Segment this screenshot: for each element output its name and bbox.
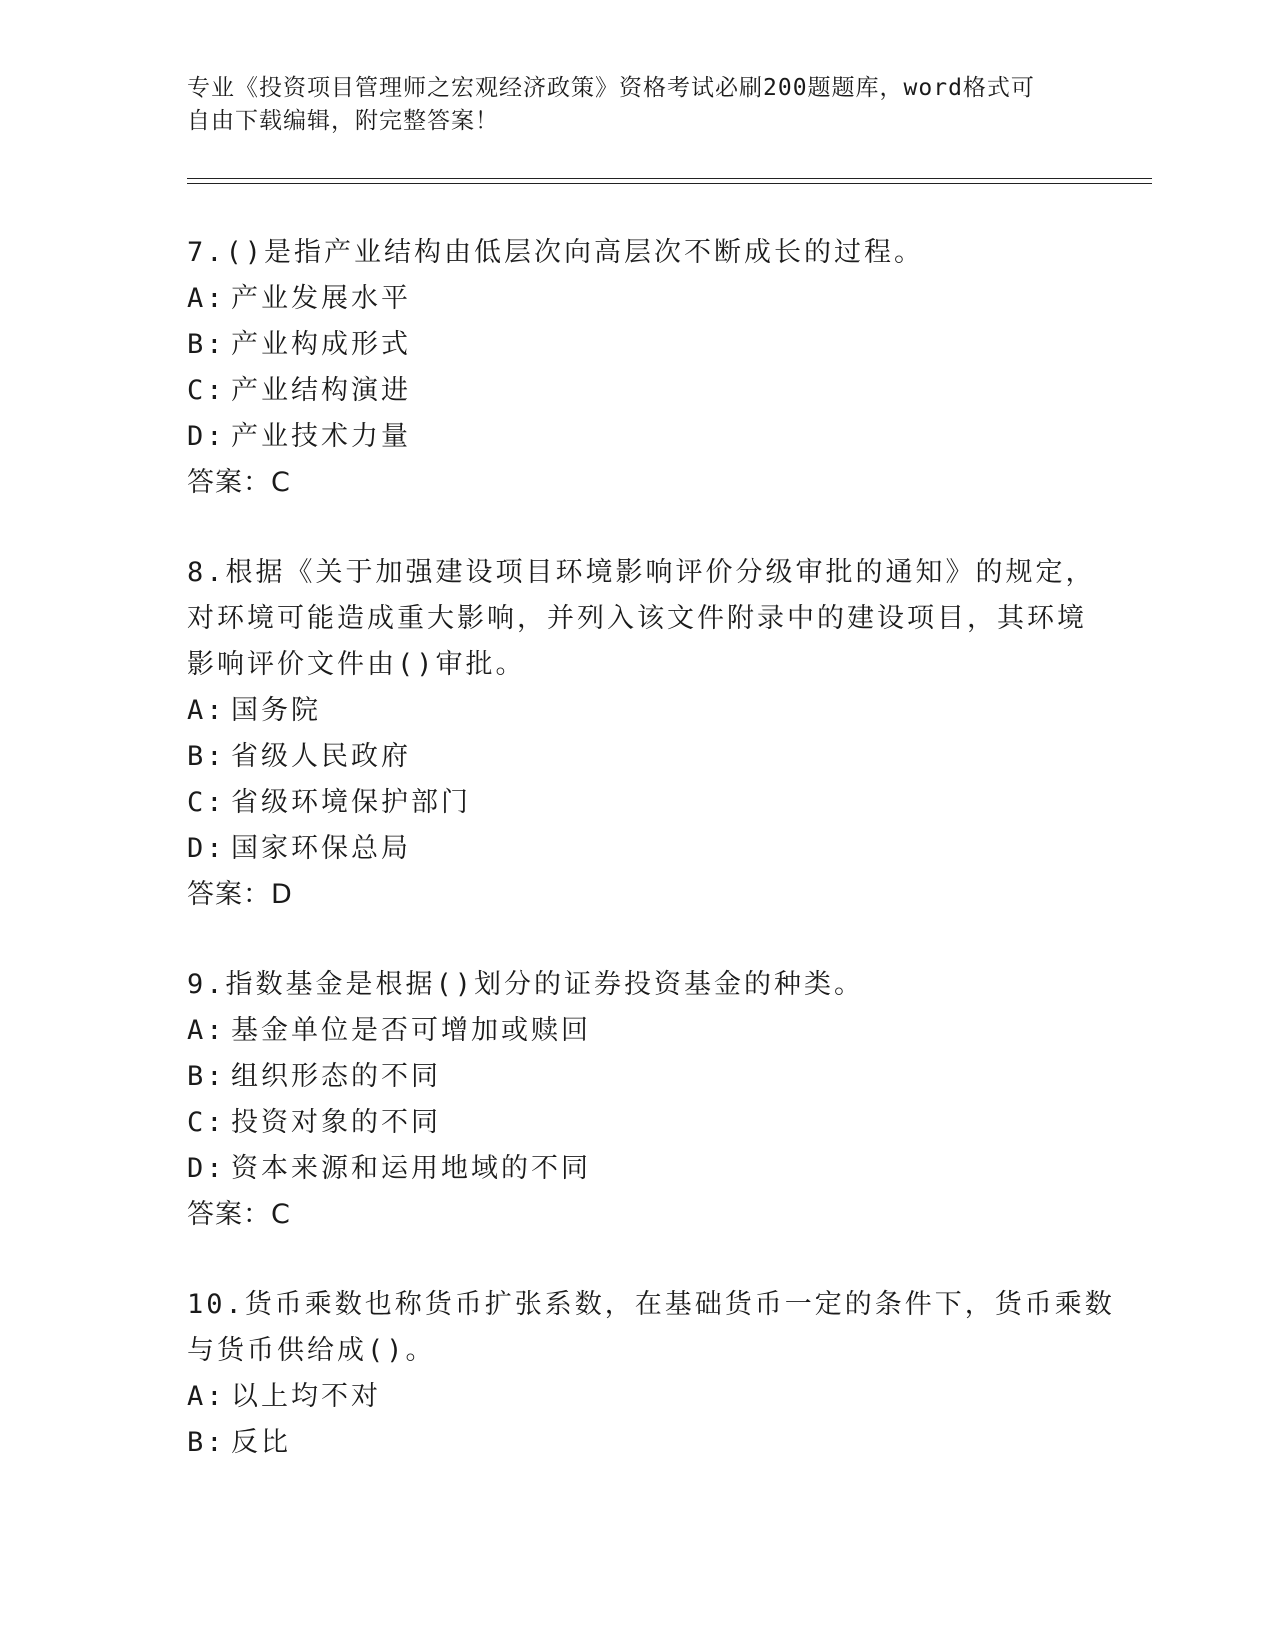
question-block xyxy=(187,230,1087,506)
option-letter: A: xyxy=(187,1381,226,1412)
answer-key: 答案：C xyxy=(187,1199,291,1230)
question-stem-line: 9.指数基金是根据()划分的证券投资基金的种类。 xyxy=(187,969,865,1000)
option-letter: B: xyxy=(187,1427,226,1458)
option-letter: A: xyxy=(187,695,226,726)
answer-option xyxy=(187,734,1087,780)
header-divider-top xyxy=(187,178,1152,179)
question-block xyxy=(187,962,1087,1238)
answer-option xyxy=(187,1100,1087,1146)
option-letter: D: xyxy=(187,833,226,864)
option-letter: B: xyxy=(187,1061,226,1092)
answer-option xyxy=(187,1374,1087,1420)
answer-option xyxy=(187,688,1087,734)
option-letter: D: xyxy=(187,421,226,452)
answer-option xyxy=(187,1146,1087,1192)
question-stem-line: 8.根据《关于加强建设项目环境影响评价分级审批的通知》的规定， xyxy=(187,557,1096,588)
option-text: 省级环境保护部门 xyxy=(231,787,471,818)
question-block xyxy=(187,550,1096,918)
option-letter: B: xyxy=(187,741,226,772)
answer-option xyxy=(187,276,1087,322)
option-text: 投资对象的不同 xyxy=(231,1107,441,1138)
option-letter: C: xyxy=(187,375,226,406)
header-line-2: 自由下载编辑，附完整答案！ xyxy=(187,108,499,134)
option-text: 以上均不对 xyxy=(231,1381,381,1412)
answer-key: 答案：C xyxy=(187,467,291,498)
option-letter: C: xyxy=(187,787,226,818)
option-text: 资本来源和运用地域的不同 xyxy=(231,1153,591,1184)
answer-option xyxy=(187,826,1087,872)
option-letter: D: xyxy=(187,1153,226,1184)
header-line-1: 专业《投资项目管理师之宏观经济政策》资格考试必刷200题题库，word格式可 xyxy=(187,75,1035,101)
answer-key: 答案：D xyxy=(187,879,293,910)
option-text: 产业构成形式 xyxy=(231,329,411,360)
question-stem-line: 对环境可能造成重大影响，并列入该文件附录中的建设项目，其环境 xyxy=(187,603,1087,634)
question-stem-line: 10.货币乘数也称货币扩张系数，在基础货币一定的条件下，货币乘数 xyxy=(187,1289,1115,1320)
option-letter: A: xyxy=(187,1015,226,1046)
option-text: 基金单位是否可增加或赎回 xyxy=(231,1015,591,1046)
question-list xyxy=(187,230,1115,1510)
question-block xyxy=(187,1282,1115,1466)
answer-option xyxy=(187,414,1087,460)
answer-option xyxy=(187,368,1087,414)
option-letter: B: xyxy=(187,329,226,360)
option-text: 组织形态的不同 xyxy=(231,1061,441,1092)
header-divider-bottom xyxy=(187,183,1152,184)
answer-option xyxy=(187,780,1087,826)
option-text: 产业结构演进 xyxy=(231,375,411,406)
option-text: 反比 xyxy=(231,1427,291,1458)
question-stem-line: 与货币供给成()。 xyxy=(187,1335,436,1366)
question-stem-line: 影响评价文件由()审批。 xyxy=(187,649,526,680)
document-header xyxy=(187,72,1077,138)
option-text: 产业发展水平 xyxy=(231,283,411,314)
option-text: 省级人民政府 xyxy=(231,741,411,772)
option-letter: C: xyxy=(187,1107,226,1138)
answer-option xyxy=(187,1054,1087,1100)
option-text: 国务院 xyxy=(231,695,321,726)
question-stem-line: 7.()是指产业结构由低层次向高层次不断成长的过程。 xyxy=(187,237,925,268)
answer-option xyxy=(187,1420,1087,1466)
option-letter: A: xyxy=(187,283,226,314)
answer-option xyxy=(187,322,1087,368)
option-text: 国家环保总局 xyxy=(231,833,411,864)
answer-option xyxy=(187,1008,1087,1054)
option-text: 产业技术力量 xyxy=(231,421,411,452)
